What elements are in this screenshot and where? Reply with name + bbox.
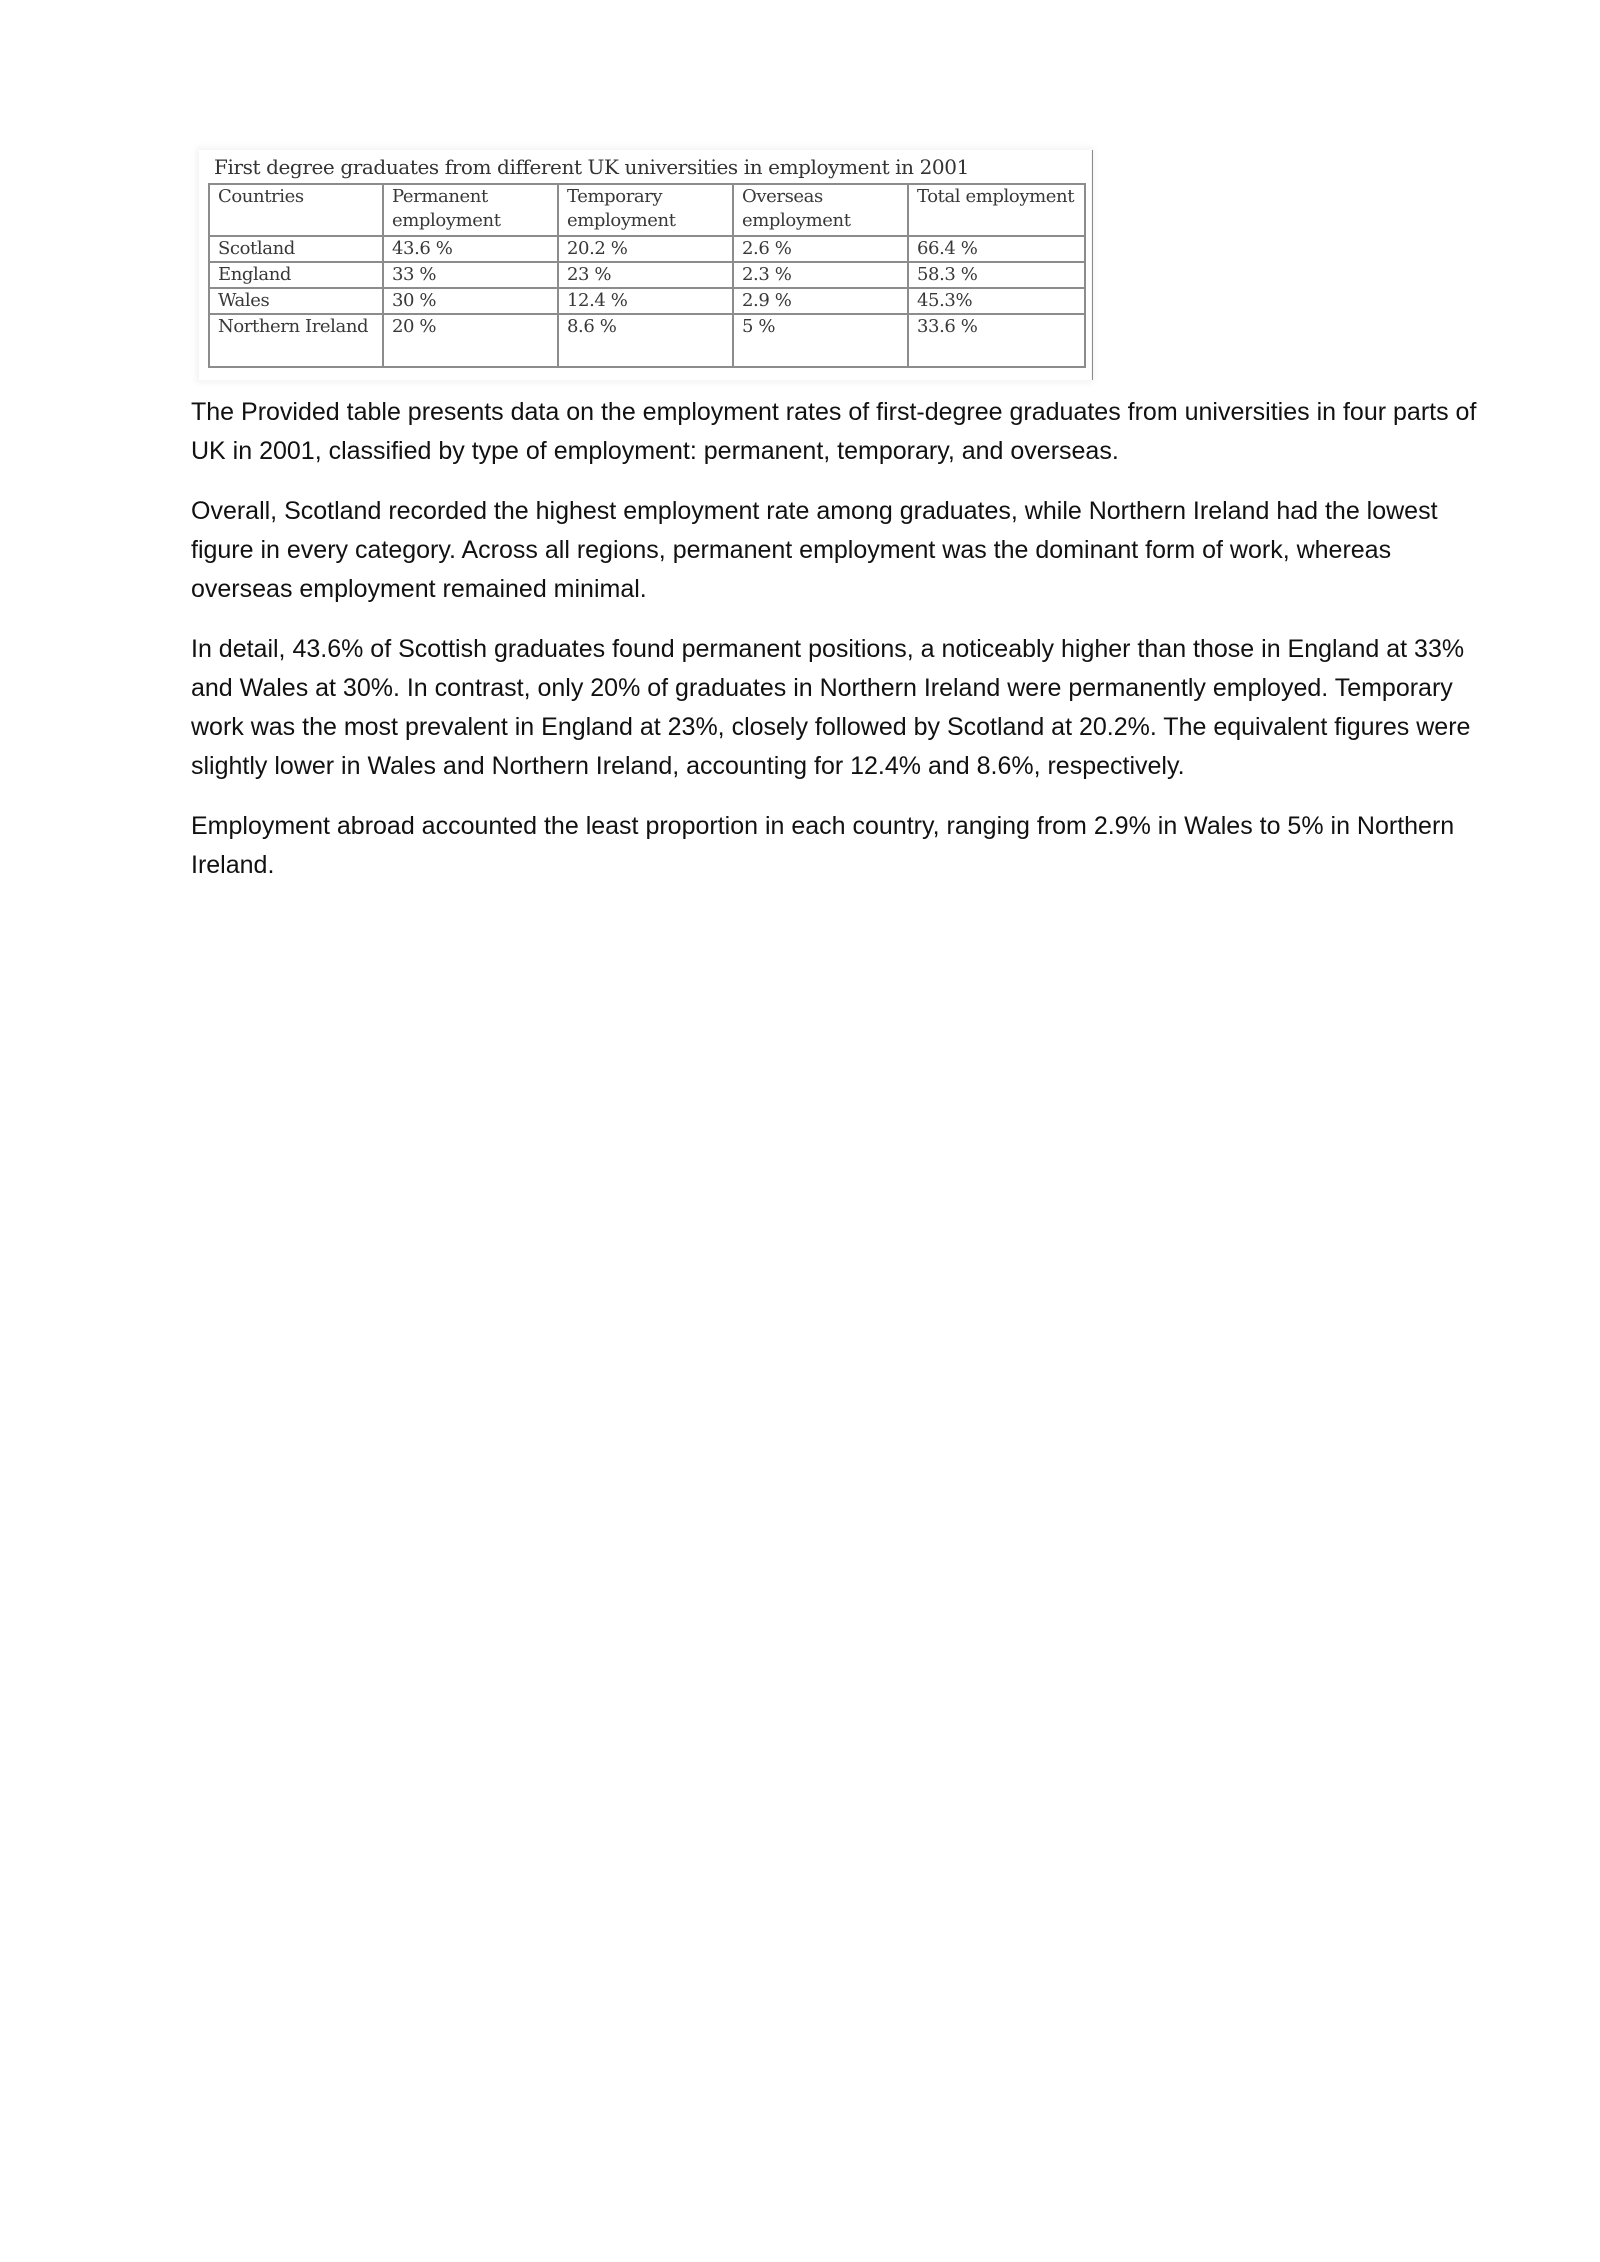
employment-table bbox=[208, 183, 1086, 368]
table-image bbox=[199, 150, 1091, 380]
header-cell: Overseas employment bbox=[733, 184, 908, 236]
paragraph-introduction: The Provided table presents data on the employment rates of first-degree graduates from universities in four parts of UK in 2001, classified by type of employment: permanent, temporary, and overseas. bbox=[191, 398, 1477, 465]
paragraph-detail: In detail, 43.6% of Scottish graduates found permanent positions, a noticeably higher than those in England at 33% and Wales at 30%. In contrast, only 20% of graduates in Northern Ireland were permanently employed. Temporary work was the most prevalent in England at 23%, closely followed by Scotland at 20.2%. The equivalent figures were slightly lower in Wales and Northern Ireland, accounting for 12.4% and 8.6%, respectively. bbox=[191, 635, 1471, 780]
table-cell: 12.4 % bbox=[558, 288, 733, 314]
table-row bbox=[209, 288, 1085, 314]
paragraph-overseas: Employment abroad accounted the least proportion in each country, ranging from 2.9% in Wales to 5% in Northern Ireland. bbox=[191, 812, 1455, 879]
table-cell: Northern Ireland bbox=[209, 314, 383, 367]
table-cell: 33 % bbox=[383, 262, 558, 288]
table-cell: Scotland bbox=[209, 236, 383, 262]
table-cell: 2.9 % bbox=[733, 288, 908, 314]
table-cell: 8.6 % bbox=[558, 314, 733, 367]
table-cell: 33.6 % bbox=[908, 314, 1085, 367]
table-row bbox=[209, 236, 1085, 262]
paragraph-overview: Overall, Scotland recorded the highest employment rate among graduates, while Northern Ireland had the lowest figure in every category. Across all regions, permanent employment was the dominant form of work, whereas overseas employment remained minimal. bbox=[191, 497, 1438, 603]
table-cell: 66.4 % bbox=[908, 236, 1085, 262]
header-cell: Permanent employment bbox=[383, 184, 558, 236]
table-cell: 30 % bbox=[383, 288, 558, 314]
essay-body bbox=[191, 393, 1496, 906]
table-cell: 2.3 % bbox=[733, 262, 908, 288]
table-cell: 2.6 % bbox=[733, 236, 908, 262]
table-header-row bbox=[209, 184, 1085, 236]
header-cell: Temporary employment bbox=[558, 184, 733, 236]
table-cell: 58.3 % bbox=[908, 262, 1085, 288]
table-cell: 20.2 % bbox=[558, 236, 733, 262]
table-cell: Wales bbox=[209, 288, 383, 314]
table-cell: 43.6 % bbox=[383, 236, 558, 262]
table-cell: 23 % bbox=[558, 262, 733, 288]
header-cell: Total employment bbox=[908, 184, 1085, 236]
image-border bbox=[1092, 150, 1093, 380]
table-cell: 5 % bbox=[733, 314, 908, 367]
header-cell: Countries bbox=[209, 184, 383, 236]
table-row bbox=[209, 262, 1085, 288]
table-cell: England bbox=[209, 262, 383, 288]
table-cell: 20 % bbox=[383, 314, 558, 367]
table-title: First degree graduates from different UK universities in employment in 2001 bbox=[214, 155, 969, 179]
table-row bbox=[209, 314, 1085, 367]
table-cell: 45.3% bbox=[908, 288, 1085, 314]
